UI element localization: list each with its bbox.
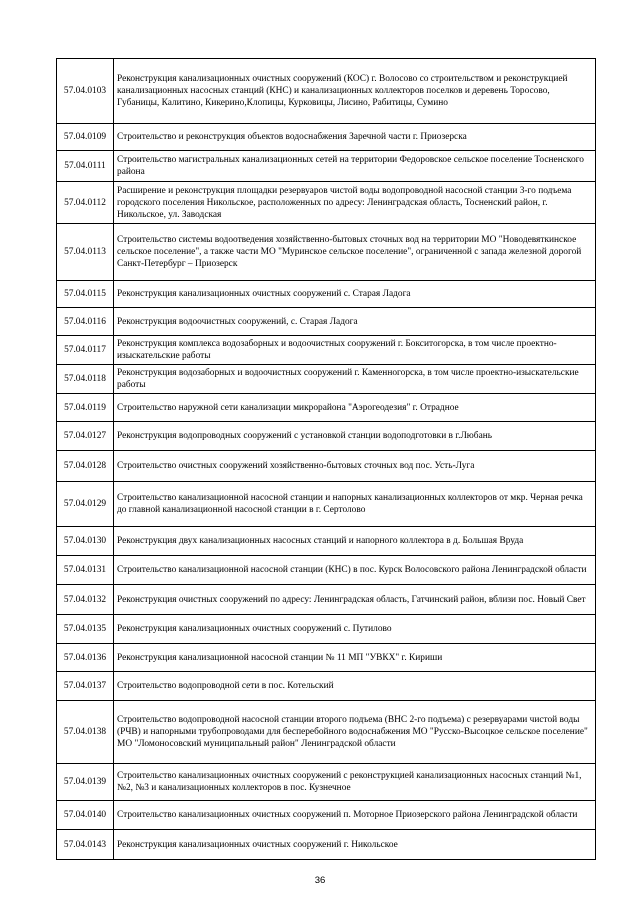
row-code: 57.04.0138 [57, 701, 114, 764]
table-row [57, 308, 596, 336]
row-code: 57.04.0116 [57, 308, 114, 336]
table-row [57, 830, 596, 860]
table-row [57, 672, 596, 701]
row-description: Строительство канализационной насосной станции (КНС) в пос. Курск Волосовского района Ленинградской области [114, 556, 596, 585]
table-row [57, 585, 596, 615]
row-code: 57.04.0113 [57, 224, 114, 281]
row-code: 57.04.0112 [57, 182, 114, 224]
row-code: 57.04.0137 [57, 672, 114, 701]
row-code: 57.04.0140 [57, 801, 114, 830]
row-code: 57.04.0130 [57, 527, 114, 556]
row-code: 57.04.0128 [57, 451, 114, 482]
row-description: Реконструкция водозаборных и водоочистных сооружений г. Каменногорска, в том числе проектно-изыскательские работы [114, 365, 596, 394]
table-row [57, 701, 596, 764]
row-description: Реконструкция канализационных очистных сооружений с. Путилово [114, 615, 596, 644]
row-code: 57.04.0129 [57, 482, 114, 527]
row-description: Строительство наружной сети канализации микрорайона "Аэрогеодезия" г. Отрадное [114, 394, 596, 422]
row-code: 57.04.0103 [57, 59, 114, 124]
table-row [57, 224, 596, 281]
row-code: 57.04.0118 [57, 365, 114, 394]
table-row [57, 556, 596, 585]
table-row [57, 281, 596, 308]
row-code: 57.04.0131 [57, 556, 114, 585]
table-row [57, 394, 596, 422]
table-row [57, 615, 596, 644]
row-description: Реконструкция канализационных очистных сооружений (КОС) г. Волосово со строительством и реконструкцией канализационных насосных станций (КНС) и канализационных коллекторов поселков и деревень Торосово, Губаницы, Калитино, Кикерино,Клопицы, Курковицы, Лисино, Рабитицы, Сумино [114, 59, 596, 124]
row-description: Строительство водопроводной сети в пос. Котельский [114, 672, 596, 701]
row-description: Строительство и реконструкция объектов водоснабжения Заречной части г. Приозерска [114, 124, 596, 151]
row-code: 57.04.0117 [57, 336, 114, 365]
table-row [57, 527, 596, 556]
table-row [57, 644, 596, 672]
row-description: Строительство канализационных очистных сооружений с реконструкцией канализационных насосных станций №1, №2, №3 и канализационных коллекторов в пос. Кузнечное [114, 764, 596, 801]
row-description: Строительство канализационных очистных сооружений п. Моторное Приозерского района Ленинградской области [114, 801, 596, 830]
table-row [57, 59, 596, 124]
table-row [57, 451, 596, 482]
page-number: 36 [314, 875, 326, 886]
table-row [57, 124, 596, 151]
table-row [57, 151, 596, 182]
row-code: 57.04.0139 [57, 764, 114, 801]
row-description: Реконструкция комплекса водозаборных и водоочистных сооружений г. Бокситогорска, в том числе проектно-изыскательские работы [114, 336, 596, 365]
row-description: Строительство очистных сооружений хозяйственно-бытовых сточных вод пос. Усть-Луга [114, 451, 596, 482]
table-row [57, 422, 596, 451]
row-code: 57.04.0143 [57, 830, 114, 860]
projects-table [56, 58, 596, 860]
row-description: Строительство канализационной насосной станции и напорных канализационных коллекторов от мкр. Черная речка до главной канализационной насосной станции в г. Сертолово [114, 482, 596, 527]
row-code: 57.04.0111 [57, 151, 114, 182]
table-row [57, 336, 596, 365]
row-code: 57.04.0135 [57, 615, 114, 644]
row-description: Реконструкция канализационной насосной станции № 11 МП "УВКХ" г. Кириши [114, 644, 596, 672]
table-row [57, 764, 596, 801]
row-code: 57.04.0132 [57, 585, 114, 615]
table-row [57, 182, 596, 224]
row-description: Реконструкция канализационных очистных сооружений г. Никольское [114, 830, 596, 860]
row-code: 57.04.0115 [57, 281, 114, 308]
row-description: Реконструкция двух канализационных насосных станций и напорного коллектора в д. Большая Вруда [114, 527, 596, 556]
table-row [57, 365, 596, 394]
row-description: Расширение и реконструкция площадки резервуаров чистой воды водопроводной насосной станции 3-го подъема городского поселения Никольское, расположенных по адресу: Ленинградская область, Тосненский район, г. Никольское, ул. Заводская [114, 182, 596, 224]
row-description: Строительство системы водоотведения хозяйственно-бытовых сточных вод на территории МО "Новодевяткинское сельское поселение", а также части МО "Муринское сельское поселение", ограниченной с запада железной дорогой Санкт-Петербург – Приозерск [114, 224, 596, 281]
row-description: Строительство магистральных канализационных сетей на территории Федоровское сельское поселение Тосненского района [114, 151, 596, 182]
table-row [57, 482, 596, 527]
row-code: 57.04.0127 [57, 422, 114, 451]
row-code: 57.04.0119 [57, 394, 114, 422]
row-description: Реконструкция канализационных очистных сооружений с. Старая Ладога [114, 281, 596, 308]
row-description: Реконструкция водоочистных сооружений, с. Старая Ладога [114, 308, 596, 336]
row-description: Реконструкция водопроводных сооружений с установкой станции водоподготовки в г.Любань [114, 422, 596, 451]
row-description: Реконструкция очистных сооружений по адресу: Ленинградская область, Гатчинский район, вблизи пос. Новый Свет [114, 585, 596, 615]
row-code: 57.04.0136 [57, 644, 114, 672]
row-description: Строительство водопроводной насосной станции второго подъема (ВНС 2-го подъема) с резервуарами чистой воды (РЧВ) и напорными трубопроводами для бесперебойного водоснабжения МО "Русско-Высоцкое сельское поселение" МО "Ломоносовский муниципальный район" Ленинградской области [114, 701, 596, 764]
table-row [57, 801, 596, 830]
row-code: 57.04.0109 [57, 124, 114, 151]
